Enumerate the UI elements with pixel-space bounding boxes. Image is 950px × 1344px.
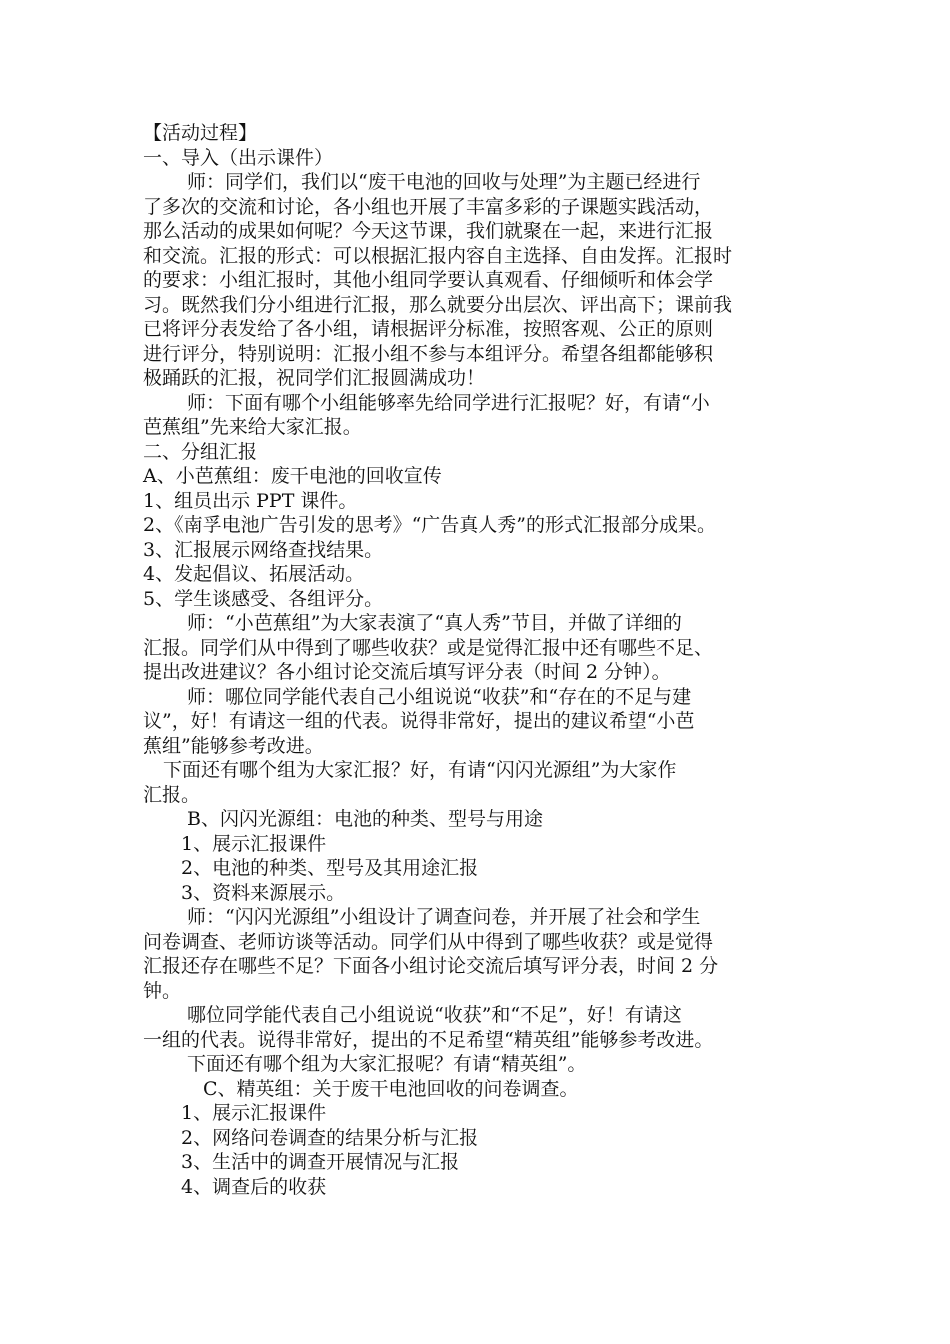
list-item: 3、生活中的调查开展情况与汇报 bbox=[181, 1151, 460, 1173]
heading-introduction: 一、导入（出示课件） bbox=[143, 146, 334, 169]
subheading-group-a: A、小芭蕉组：废干电池的回收宣传 bbox=[143, 465, 442, 487]
paragraph-line: 汇报。 bbox=[143, 783, 201, 806]
heading-group-reports: 二、分组汇报 bbox=[143, 440, 258, 463]
list-item: 3、资料来源展示。 bbox=[181, 881, 346, 904]
list-item: 5、学生谈感受、各组评分。 bbox=[143, 587, 384, 610]
paragraph-line: 那么活动的成果如何呢？今天这节课，我们就聚在一起，来进行汇报 bbox=[143, 220, 714, 242]
paragraph-line: 习。既然我们分小组进行汇报，那么就要分出层次、评出高下；课前我 bbox=[143, 293, 733, 316]
document-page bbox=[143, 121, 823, 1199]
subheading-group-b: B、闪闪光源组：电池的种类、型号与用途 bbox=[187, 808, 543, 830]
paragraph-line: 蕉组”能够参考改进。 bbox=[143, 734, 324, 757]
list-item: 1、展示汇报课件 bbox=[181, 832, 327, 855]
paragraph-line: 一组的代表。说得非常好，提出的不足希望“精英组”能够参考改进。 bbox=[143, 1028, 714, 1051]
paragraph-line: 议”，好！有请这一组的代表。说得非常好，提出的建议希望“小芭 bbox=[143, 710, 695, 732]
list-item: 4、发起倡议、拓展活动。 bbox=[143, 563, 365, 585]
paragraph-line: 已将评分表发给了各小组，请根据评分标准，按照客观、公正的原则 bbox=[143, 318, 714, 340]
paragraph-line: 师：“小芭蕉组”为大家表演了“真人秀”节目，并做了详细的 bbox=[187, 612, 682, 634]
paragraph-line: 进行评分，特别说明：汇报小组不参与本组评分。希望各组都能够积 bbox=[143, 342, 714, 365]
paragraph-line: 师：同学们，我们以“废干电池的回收与处理”为主题已经进行 bbox=[187, 171, 701, 193]
paragraph-line: 下面还有哪个组为大家汇报呢？有请“精英组”。 bbox=[187, 1053, 587, 1075]
paragraph-line: 和交流。汇报的形式：可以根据汇报内容自主选择、自由发挥。汇报时 bbox=[143, 244, 733, 267]
paragraph-line: 提出改进建议？各小组讨论交流后填写评分表（时间 2 分钟）。 bbox=[143, 661, 671, 683]
list-item: 1、展示汇报课件 bbox=[181, 1102, 327, 1124]
list-item: 2、《南孚电池广告引发的思考》“广告真人秀”的形式汇报部分成果。 bbox=[143, 514, 717, 536]
list-item: 1、组员出示 PPT 课件。 bbox=[143, 489, 358, 512]
list-item: 4、调查后的收获 bbox=[181, 1175, 327, 1198]
list-item: 2、网络问卷调查的结果分析与汇报 bbox=[181, 1126, 479, 1149]
paragraph-line: 芭蕉组”先来给大家汇报。 bbox=[143, 416, 362, 438]
paragraph-line: 汇报还存在哪些不足？下面各小组讨论交流后填写评分表，时间 2 分 bbox=[143, 955, 719, 977]
paragraph-line: 下面还有哪个组为大家汇报？好，有请“闪闪光源组”为大家作 bbox=[163, 759, 677, 781]
paragraph-line: 师：下面有哪个小组能够率先给同学进行汇报呢？好，有请“小 bbox=[187, 391, 710, 414]
paragraph-line: 哪位同学能代表自己小组说说“收获”和“不足”，好！有请这 bbox=[187, 1004, 682, 1026]
paragraph-line: 汇报。同学们从中得到了哪些收获？或是觉得汇报中还有哪些不足、 bbox=[143, 636, 714, 659]
paragraph-line: 的要求：小组汇报时，其他小组同学要认真观看、仔细倾听和体会学 bbox=[143, 269, 714, 291]
list-item: 2、电池的种类、型号及其用途汇报 bbox=[181, 857, 479, 879]
paragraph-line: 师：“闪闪光源组”小组设计了调查问卷，并开展了社会和学生 bbox=[187, 906, 701, 928]
paragraph-line: 了多次的交流和讨论，各小组也开展了丰富多彩的子课题实践活动， bbox=[143, 195, 714, 218]
paragraph-line: 问卷调查、老师访谈等活动。同学们从中得到了哪些收获？或是觉得 bbox=[143, 930, 714, 953]
list-item: 3、汇报展示网络查找结果。 bbox=[143, 538, 384, 561]
paragraph-line: 极踊跃的汇报，祝同学们汇报圆满成功！ bbox=[143, 367, 486, 389]
subheading-group-c: C、精英组：关于废干电池回收的问卷调查。 bbox=[203, 1077, 579, 1100]
paragraph-line: 钟。 bbox=[143, 979, 182, 1002]
section-heading-activity-process: 【活动过程】 bbox=[143, 122, 258, 144]
paragraph-line: 师：哪位同学能代表自己小组说说“收获”和“存在的不足与建 bbox=[187, 685, 692, 708]
